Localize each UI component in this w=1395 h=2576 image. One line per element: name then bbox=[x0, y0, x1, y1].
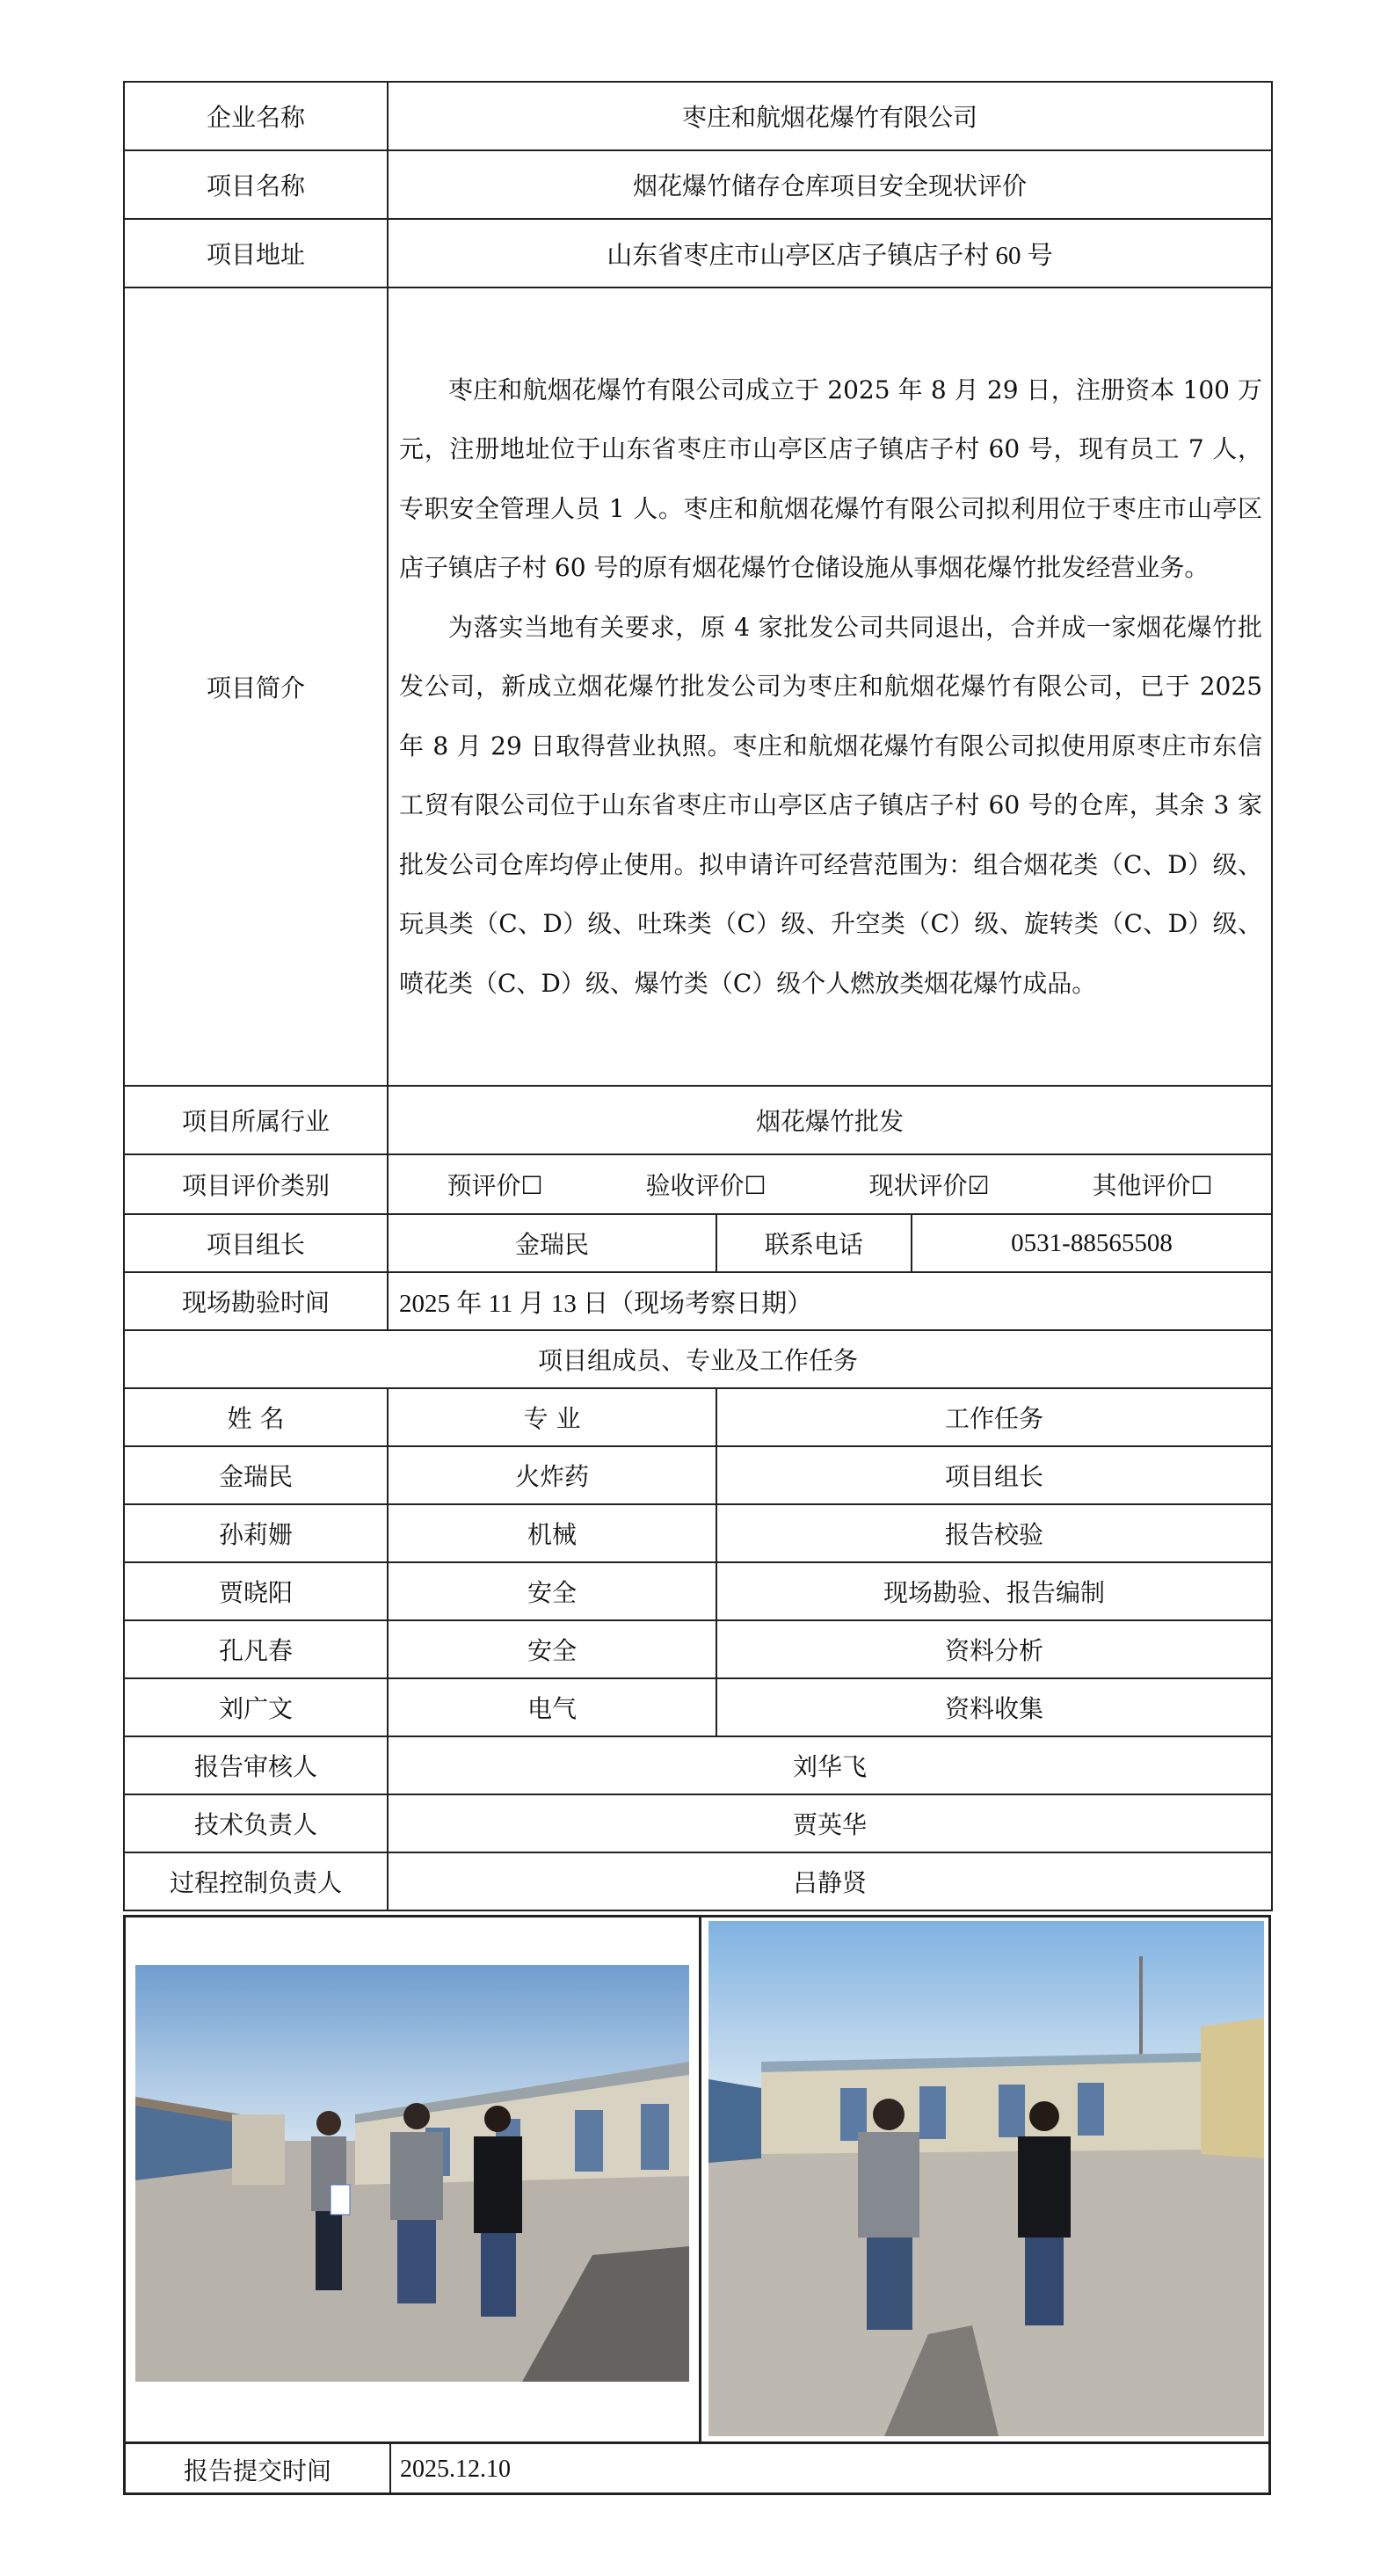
project-name-value: 烟花爆竹储存仓库项目安全现状评价 bbox=[388, 150, 1272, 219]
leader-name: 金瑞民 bbox=[388, 1214, 716, 1272]
photo-divider bbox=[699, 1917, 701, 2441]
site-photo-right-image bbox=[708, 1921, 1264, 2436]
eval-type-label: 项目评价类别 bbox=[124, 1154, 388, 1214]
row-project-name bbox=[124, 150, 1272, 219]
info-form bbox=[123, 81, 1271, 1911]
eval-option-pre[interactable] bbox=[447, 1167, 542, 1202]
company-value: 枣庄和航烟花爆竹有限公司 bbox=[388, 82, 1272, 150]
member-name: 孙莉姗 bbox=[124, 1504, 388, 1562]
industry-label: 项目所属行业 bbox=[124, 1086, 388, 1154]
row-members-title bbox=[124, 1330, 1272, 1388]
eval-option-other-text: 其他评价 bbox=[1092, 1171, 1191, 1200]
checkbox-unchecked-icon[interactable]: ☐ bbox=[520, 1171, 543, 1200]
row-process-lead bbox=[124, 1852, 1272, 1910]
process-lead-label: 过程控制负责人 bbox=[124, 1852, 388, 1910]
checkbox-unchecked-icon[interactable]: ☐ bbox=[744, 1171, 767, 1200]
members-header-major: 专 业 bbox=[388, 1388, 716, 1446]
project-info-table bbox=[123, 81, 1273, 1911]
project-address-label: 项目地址 bbox=[124, 219, 388, 287]
leader-label: 项目组长 bbox=[124, 1214, 388, 1272]
member-name: 贾晓阳 bbox=[124, 1562, 388, 1620]
eval-option-pre-text: 预评价 bbox=[447, 1171, 521, 1200]
table-row bbox=[124, 1504, 1272, 1562]
submission-value: 2025.12.10 bbox=[400, 2456, 511, 2483]
row-project-intro bbox=[124, 287, 1272, 1086]
industry-value: 烟花爆竹批发 bbox=[388, 1086, 1272, 1154]
project-intro-label: 项目简介 bbox=[124, 287, 388, 1086]
members-header-name: 姓 名 bbox=[124, 1388, 388, 1446]
checkbox-checked-icon[interactable]: ☑ bbox=[967, 1171, 990, 1200]
eval-type-options bbox=[388, 1154, 1272, 1214]
eval-option-acceptance-text: 验收评价 bbox=[645, 1171, 745, 1200]
survey-value: 2025 年 11 月 13 日（现场考察日期） bbox=[388, 1272, 1272, 1330]
member-major: 电气 bbox=[388, 1678, 716, 1736]
site-photos-section bbox=[123, 1915, 1271, 2495]
members-header-row bbox=[124, 1388, 1272, 1446]
member-major: 安全 bbox=[388, 1620, 716, 1678]
site-photo-left bbox=[135, 1965, 689, 2382]
row-industry bbox=[124, 1086, 1272, 1154]
project-address-value: 山东省枣庄市山亭区店子镇店子村 60 号 bbox=[388, 219, 1272, 287]
checkbox-unchecked-icon[interactable]: ☐ bbox=[1190, 1171, 1213, 1200]
table-row bbox=[124, 1446, 1272, 1504]
eval-option-other[interactable] bbox=[1092, 1167, 1212, 1202]
project-name-label: 项目名称 bbox=[124, 150, 388, 219]
site-photo-left-image bbox=[135, 1965, 689, 2382]
member-major: 机械 bbox=[388, 1504, 716, 1562]
submission-label: 报告提交时间 bbox=[126, 2444, 391, 2495]
member-name: 金瑞民 bbox=[124, 1446, 388, 1504]
person-1 bbox=[858, 2099, 919, 2330]
row-eval-type bbox=[124, 1154, 1272, 1214]
intro-paragraph-1: 枣庄和航烟花爆竹有限公司成立于 2025 年 8 月 29 日，注册资本 100 万元，注册地址位于山东省枣庄市山亭区店子镇店子村 60 号，现有员工 7 人，专职安全管理人员 1 人。枣庄和航烟花爆竹有限公司拟利用位于枣庄市山亭区店子镇店子村 60 号的原有烟花爆竹仓储设施从事烟花爆竹批发经营业务。 bbox=[399, 375, 1263, 583]
member-name: 刘广文 bbox=[124, 1678, 388, 1736]
member-task: 资料收集 bbox=[716, 1678, 1272, 1736]
table-row bbox=[124, 1678, 1272, 1736]
row-tech-lead bbox=[124, 1794, 1272, 1852]
member-major: 安全 bbox=[388, 1562, 716, 1620]
company-label: 企业名称 bbox=[124, 82, 388, 150]
table-row bbox=[124, 1562, 1272, 1620]
eval-option-acceptance[interactable] bbox=[645, 1167, 766, 1202]
row-company bbox=[124, 82, 1272, 150]
row-reviewer bbox=[124, 1736, 1272, 1794]
row-project-address bbox=[124, 219, 1272, 287]
member-name: 孔凡春 bbox=[124, 1620, 388, 1678]
reviewer-label: 报告审核人 bbox=[124, 1736, 388, 1794]
survey-label: 现场勘验时间 bbox=[124, 1272, 388, 1330]
intro-paragraph-2: 为落实当地有关要求，原 4 家批发公司共同退出，合并成一家烟花爆竹批发公司，新成立烟花爆竹批发公司为枣庄和航烟花爆竹有限公司，已于 2025 年 8 月 29 日取得营业执照。枣庄和航烟花爆竹有限公司拟使用原枣庄市东信工贸有限公司位于山东省枣庄市山亭区店子镇店子村 60 号的仓库，其余 3 家批发公司仓库均停止使用。拟申请许可经营范围为：组合烟花类（C、D）级、玩具类（C、D）级、吐珠类（C）级、升空类（C）级、旋转类（C、D）级、喷花类（C、D）级、爆竹类（C）级个人燃放类烟花爆竹成品。 bbox=[399, 612, 1263, 998]
table-row bbox=[124, 1620, 1272, 1678]
row-survey-time bbox=[124, 1272, 1272, 1330]
process-lead-value: 吕静贤 bbox=[388, 1852, 1272, 1910]
site-photo-right bbox=[708, 1921, 1264, 2436]
members-section-title: 项目组成员、专业及工作任务 bbox=[124, 1330, 1272, 1388]
member-task: 项目组长 bbox=[716, 1446, 1272, 1504]
tech-lead-label: 技术负责人 bbox=[124, 1794, 388, 1852]
members-header-task: 工作任务 bbox=[716, 1388, 1272, 1446]
tech-lead-value: 贾英华 bbox=[388, 1794, 1272, 1852]
row-leader bbox=[124, 1214, 1272, 1272]
eval-option-current[interactable] bbox=[868, 1167, 989, 1202]
phone-label: 联系电话 bbox=[716, 1214, 912, 1272]
phone-value: 0531-88565508 bbox=[912, 1214, 1272, 1272]
eval-option-current-text: 现状评价 bbox=[868, 1171, 968, 1200]
person-3 bbox=[474, 2106, 522, 2317]
person-2 bbox=[390, 2103, 443, 2303]
member-task: 报告校验 bbox=[716, 1504, 1272, 1562]
project-intro-content bbox=[388, 287, 1272, 1086]
member-task: 资料分析 bbox=[716, 1620, 1272, 1678]
member-major: 火炸药 bbox=[388, 1446, 716, 1504]
member-task: 现场勘验、报告编制 bbox=[716, 1562, 1272, 1620]
reviewer-value: 刘华飞 bbox=[388, 1736, 1272, 1794]
